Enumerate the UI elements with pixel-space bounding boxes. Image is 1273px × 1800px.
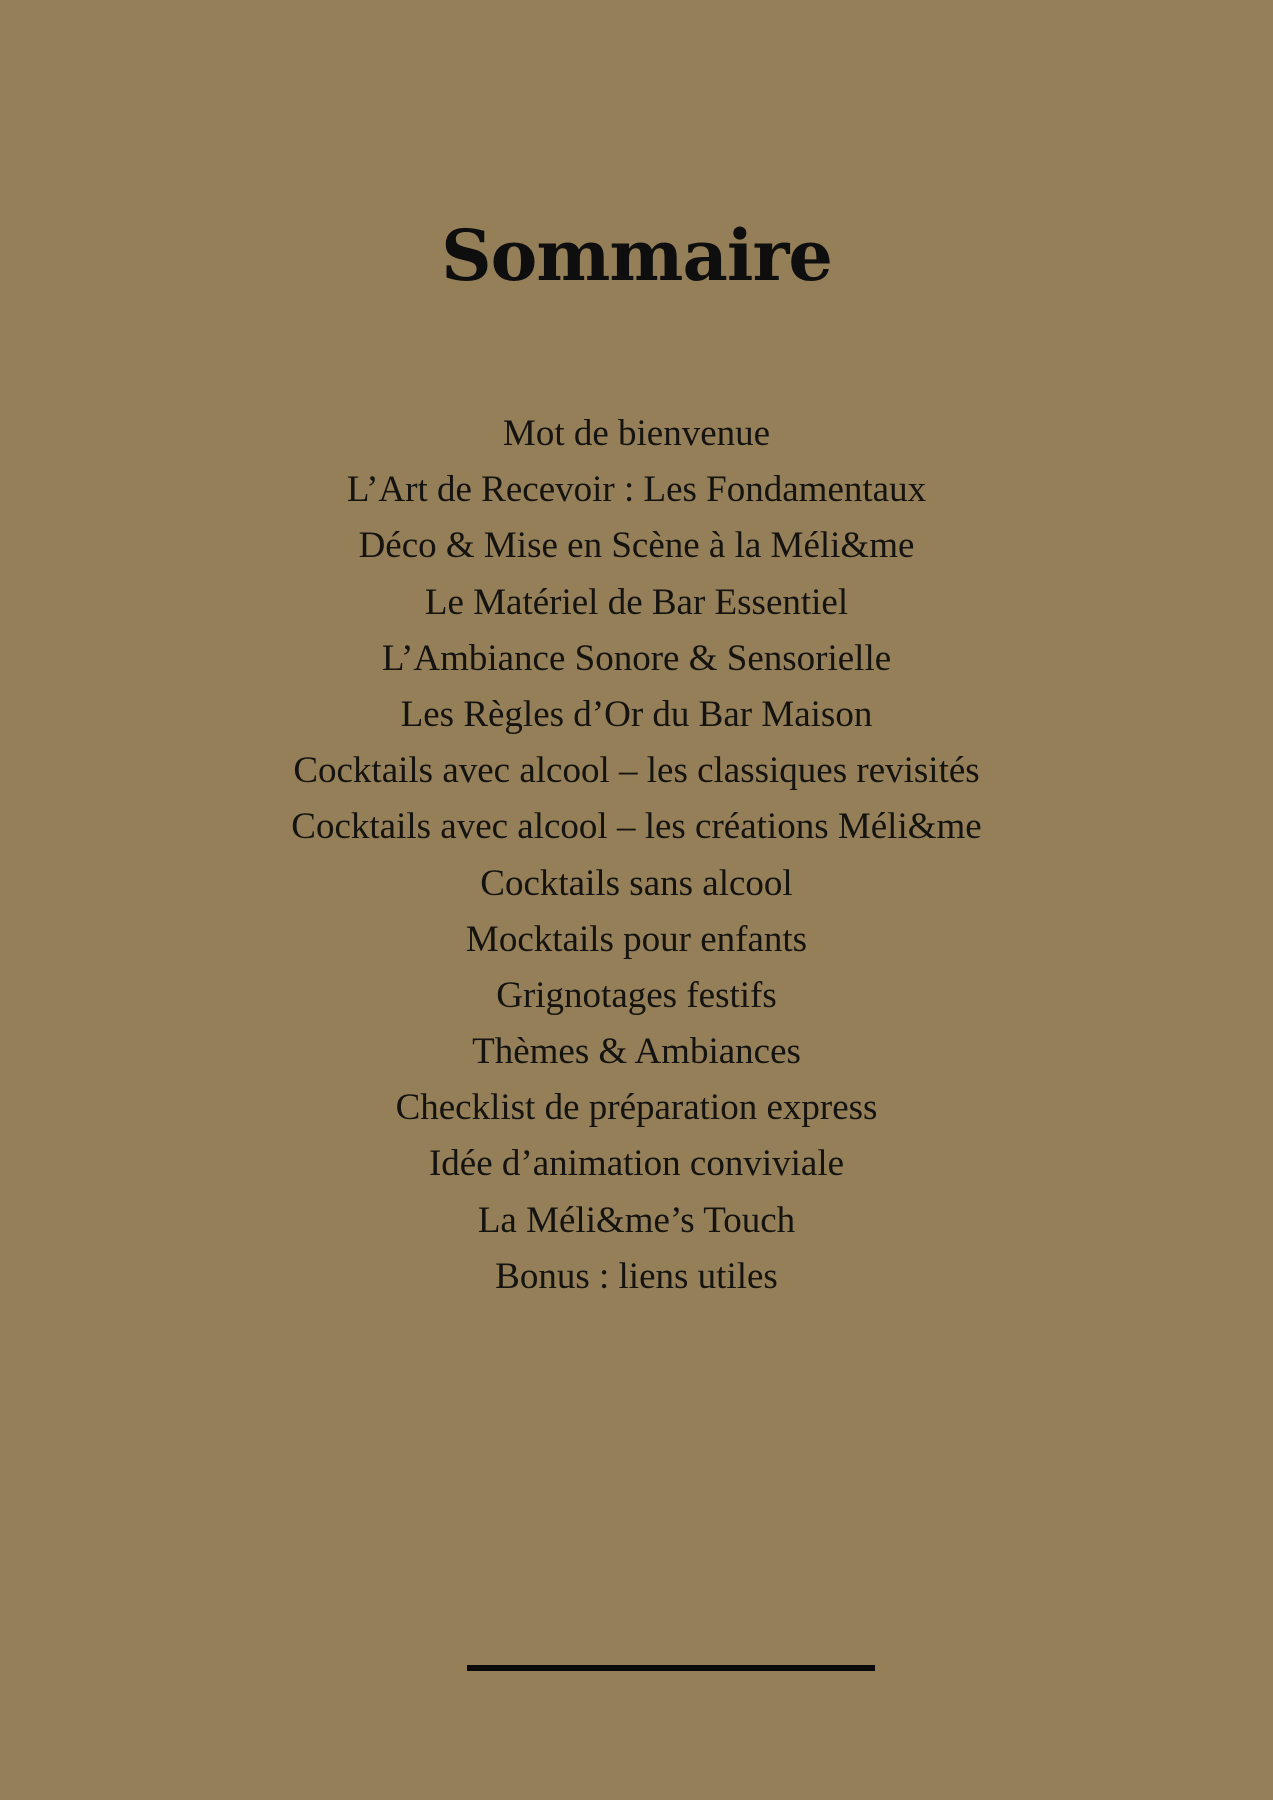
toc-item: La Méli&me’s Touch <box>477 1199 796 1241</box>
page-title: Sommaire <box>441 214 832 297</box>
toc-item: Déco & Mise en Scène à la Méli&me <box>358 525 915 567</box>
toc-item: Les Règles d’Or du Bar Maison <box>400 693 873 735</box>
footer-divider <box>467 1665 875 1671</box>
toc-item: L’Art de Recevoir : Les Fondamentaux <box>346 469 927 511</box>
toc-item: Grignotages festifs <box>496 974 777 1016</box>
toc-item: Cocktails sans alcool <box>480 862 793 904</box>
toc-item: Cocktails avec alcool – les créations Méli&me <box>291 806 982 848</box>
toc-item: Mot de bienvenue <box>502 413 771 454</box>
toc-item: Idée d’animation conviviale <box>428 1143 845 1185</box>
toc-item: Le Matériel de Bar Essentiel <box>424 581 849 623</box>
toc-item: Bonus : liens utiles <box>495 1255 778 1297</box>
toc-item: Cocktails avec alcool – les classiques revisités <box>293 750 980 792</box>
toc-item: Thèmes & Ambiances <box>472 1031 801 1073</box>
toc-item: Checklist de préparation express <box>395 1087 878 1129</box>
toc-item: Mocktails pour enfants <box>465 918 808 960</box>
table-of-contents <box>0 406 1273 1305</box>
toc-item: L’Ambiance Sonore & Sensorielle <box>381 637 892 679</box>
